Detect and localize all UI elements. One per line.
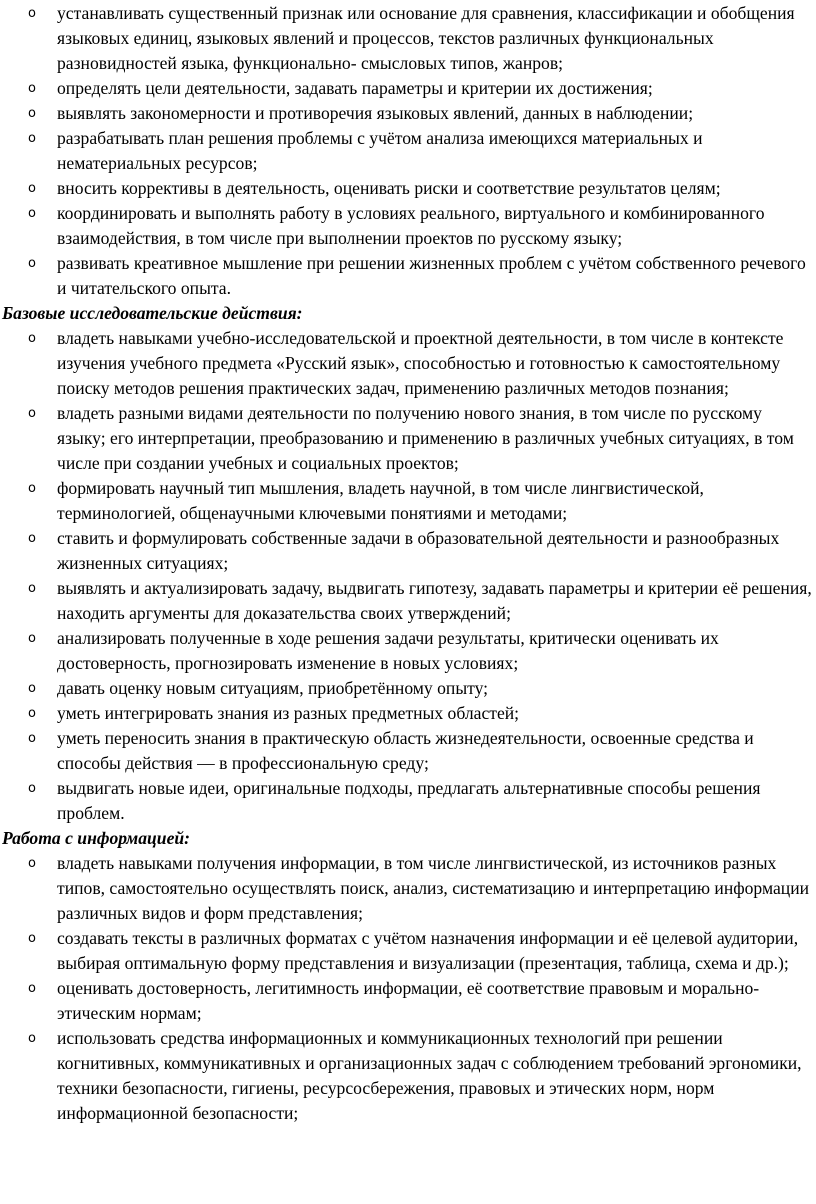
list-item (0, 976, 816, 1026)
circle-bullet-icon: o (28, 706, 36, 721)
circle-bullet-icon: o (28, 1031, 36, 1046)
circle-bullet-icon: o (28, 181, 36, 196)
list-item-text: развивать креативное мышление при решении жизненных проблем с учётом собственного речевого и читательского опыта. (57, 253, 806, 298)
list-item (0, 676, 816, 701)
list-item-text: вносить коррективы в деятельность, оценивать риски и соответствие результатов целям; (57, 178, 721, 198)
list-item-text: выявлять закономерности и противоречия языковых явлений, данных в наблюдении; (57, 103, 694, 123)
list-item-text: выдвигать новые идеи, оригинальные подходы, предлагать альтернативные способы решения проблем. (57, 778, 761, 823)
list-item-text: уметь переносить знания в практическую область жизнедеятельности, освоенные средства и способы действия — в профессиональную среду; (57, 728, 754, 773)
list-item-text: создавать тексты в различных форматах с учётом назначения информации и её целевой аудитории, выбирая оптимальную форму представления и визуализации (презентация, таблица, схема и др.); (57, 928, 799, 973)
list-item-text: выявлять и актуализировать задачу, выдвигать гипотезу, задавать параметры и критерии её решения, находить аргументы для доказательства своих утверждений; (57, 578, 812, 623)
list-item (0, 851, 816, 926)
circle-bullet-icon: o (28, 731, 36, 746)
list-item (0, 576, 816, 626)
list-item (0, 476, 816, 526)
research-heading: Базовые исследовательские действия: (2, 303, 303, 323)
circle-bullet-icon: o (28, 481, 36, 496)
circle-bullet-icon: o (28, 206, 36, 221)
list-item-text: уметь интегрировать знания из разных предметных областей; (57, 703, 520, 723)
circle-bullet-icon: o (28, 681, 36, 696)
list-item (0, 126, 816, 176)
list-item (0, 776, 816, 826)
circle-bullet-icon: o (28, 406, 36, 421)
intro-list (0, 1, 816, 301)
list-item-text: владеть навыками учебно-исследовательской и проектной деятельности, в том числе в контексте изучения учебного предмета «Русский язык», способностью и готовностью к самостоятельному поиску методов решения практических задач, применению различных методов познания; (57, 328, 784, 398)
list-item-text: анализировать полученные в ходе решения задачи результаты, критически оценивать их достоверность, прогнозировать изменение в новых условиях; (57, 628, 719, 673)
list-item-text: формировать научный тип мышления, владеть научной, в том числе лингвистической, терминологией, общенаучными ключевыми понятиями и методами; (57, 478, 704, 523)
list-item-text: оценивать достоверность, легитимность информации, её соответствие правовым и морально-этическим нормам; (57, 978, 760, 1023)
list-item (0, 626, 816, 676)
information-heading: Работа с информацией: (2, 828, 191, 848)
list-item-text: давать оценку новым ситуациям, приобретённому опыту; (57, 678, 489, 698)
list-item-text: владеть разными видами деятельности по получению нового знания, в том числе по русскому языку; его интерпретации, преобразованию и применению в различных учебных ситуациях, в том числе при создании учебных и социальных проектов; (57, 403, 794, 473)
list-item (0, 176, 816, 201)
circle-bullet-icon: o (28, 856, 36, 871)
list-item-text: устанавливать существенный признак или основание для сравнения, классификации и обобщения языковых единиц, языковых явлений и процессов, текстов различных функциональных разновидностей языка, функционально- смысловых типов, жанров; (57, 3, 795, 73)
circle-bullet-icon: o (28, 581, 36, 596)
list-item (0, 101, 816, 126)
circle-bullet-icon: o (28, 931, 36, 946)
research-list (0, 326, 816, 826)
circle-bullet-icon: o (28, 106, 36, 121)
list-item (0, 201, 816, 251)
circle-bullet-icon: o (28, 631, 36, 646)
circle-bullet-icon: o (28, 331, 36, 346)
list-item-text: определять цели деятельности, задавать параметры и критерии их достижения; (57, 78, 653, 98)
circle-bullet-icon: o (28, 131, 36, 146)
list-item-text: использовать средства информационных и коммуникационных технологий при решении когнитивных, коммуникативных и организационных задач с соблюдением требований эргономики, техники безопасности, гигиены, ресурсосбережения, правовых и этических норм, норм информационной безопасности; (57, 1028, 802, 1123)
list-item (0, 1026, 816, 1126)
list-item-text: ставить и формулировать собственные задачи в образовательной деятельности и разнообразных жизненных ситуациях; (57, 528, 780, 573)
list-item-text: владеть навыками получения информации, в том числе лингвистической, из источников разных типов, самостоятельно осуществлять поиск, анализ, систематизацию и интерпретацию информации различных видов и форм представления; (57, 853, 810, 923)
list-item (0, 251, 816, 301)
circle-bullet-icon: o (28, 81, 36, 96)
circle-bullet-icon: o (28, 781, 36, 796)
list-item (0, 526, 816, 576)
information-list (0, 851, 816, 1126)
list-item (0, 76, 816, 101)
circle-bullet-icon: o (28, 981, 36, 996)
circle-bullet-icon: o (28, 6, 36, 21)
circle-bullet-icon: o (28, 256, 36, 271)
list-item (0, 926, 816, 976)
list-item (0, 1, 816, 76)
list-item (0, 326, 816, 401)
list-item-text: координировать и выполнять работу в условиях реального, виртуального и комбинированного взаимодействия, в том числе при выполнении проектов по русскому языку; (57, 203, 765, 248)
list-item (0, 701, 816, 726)
circle-bullet-icon: o (28, 531, 36, 546)
list-item (0, 401, 816, 476)
list-item (0, 726, 816, 776)
list-item-text: разрабатывать план решения проблемы с учётом анализа имеющихся материальных и нематериальных ресурсов; (57, 128, 703, 173)
